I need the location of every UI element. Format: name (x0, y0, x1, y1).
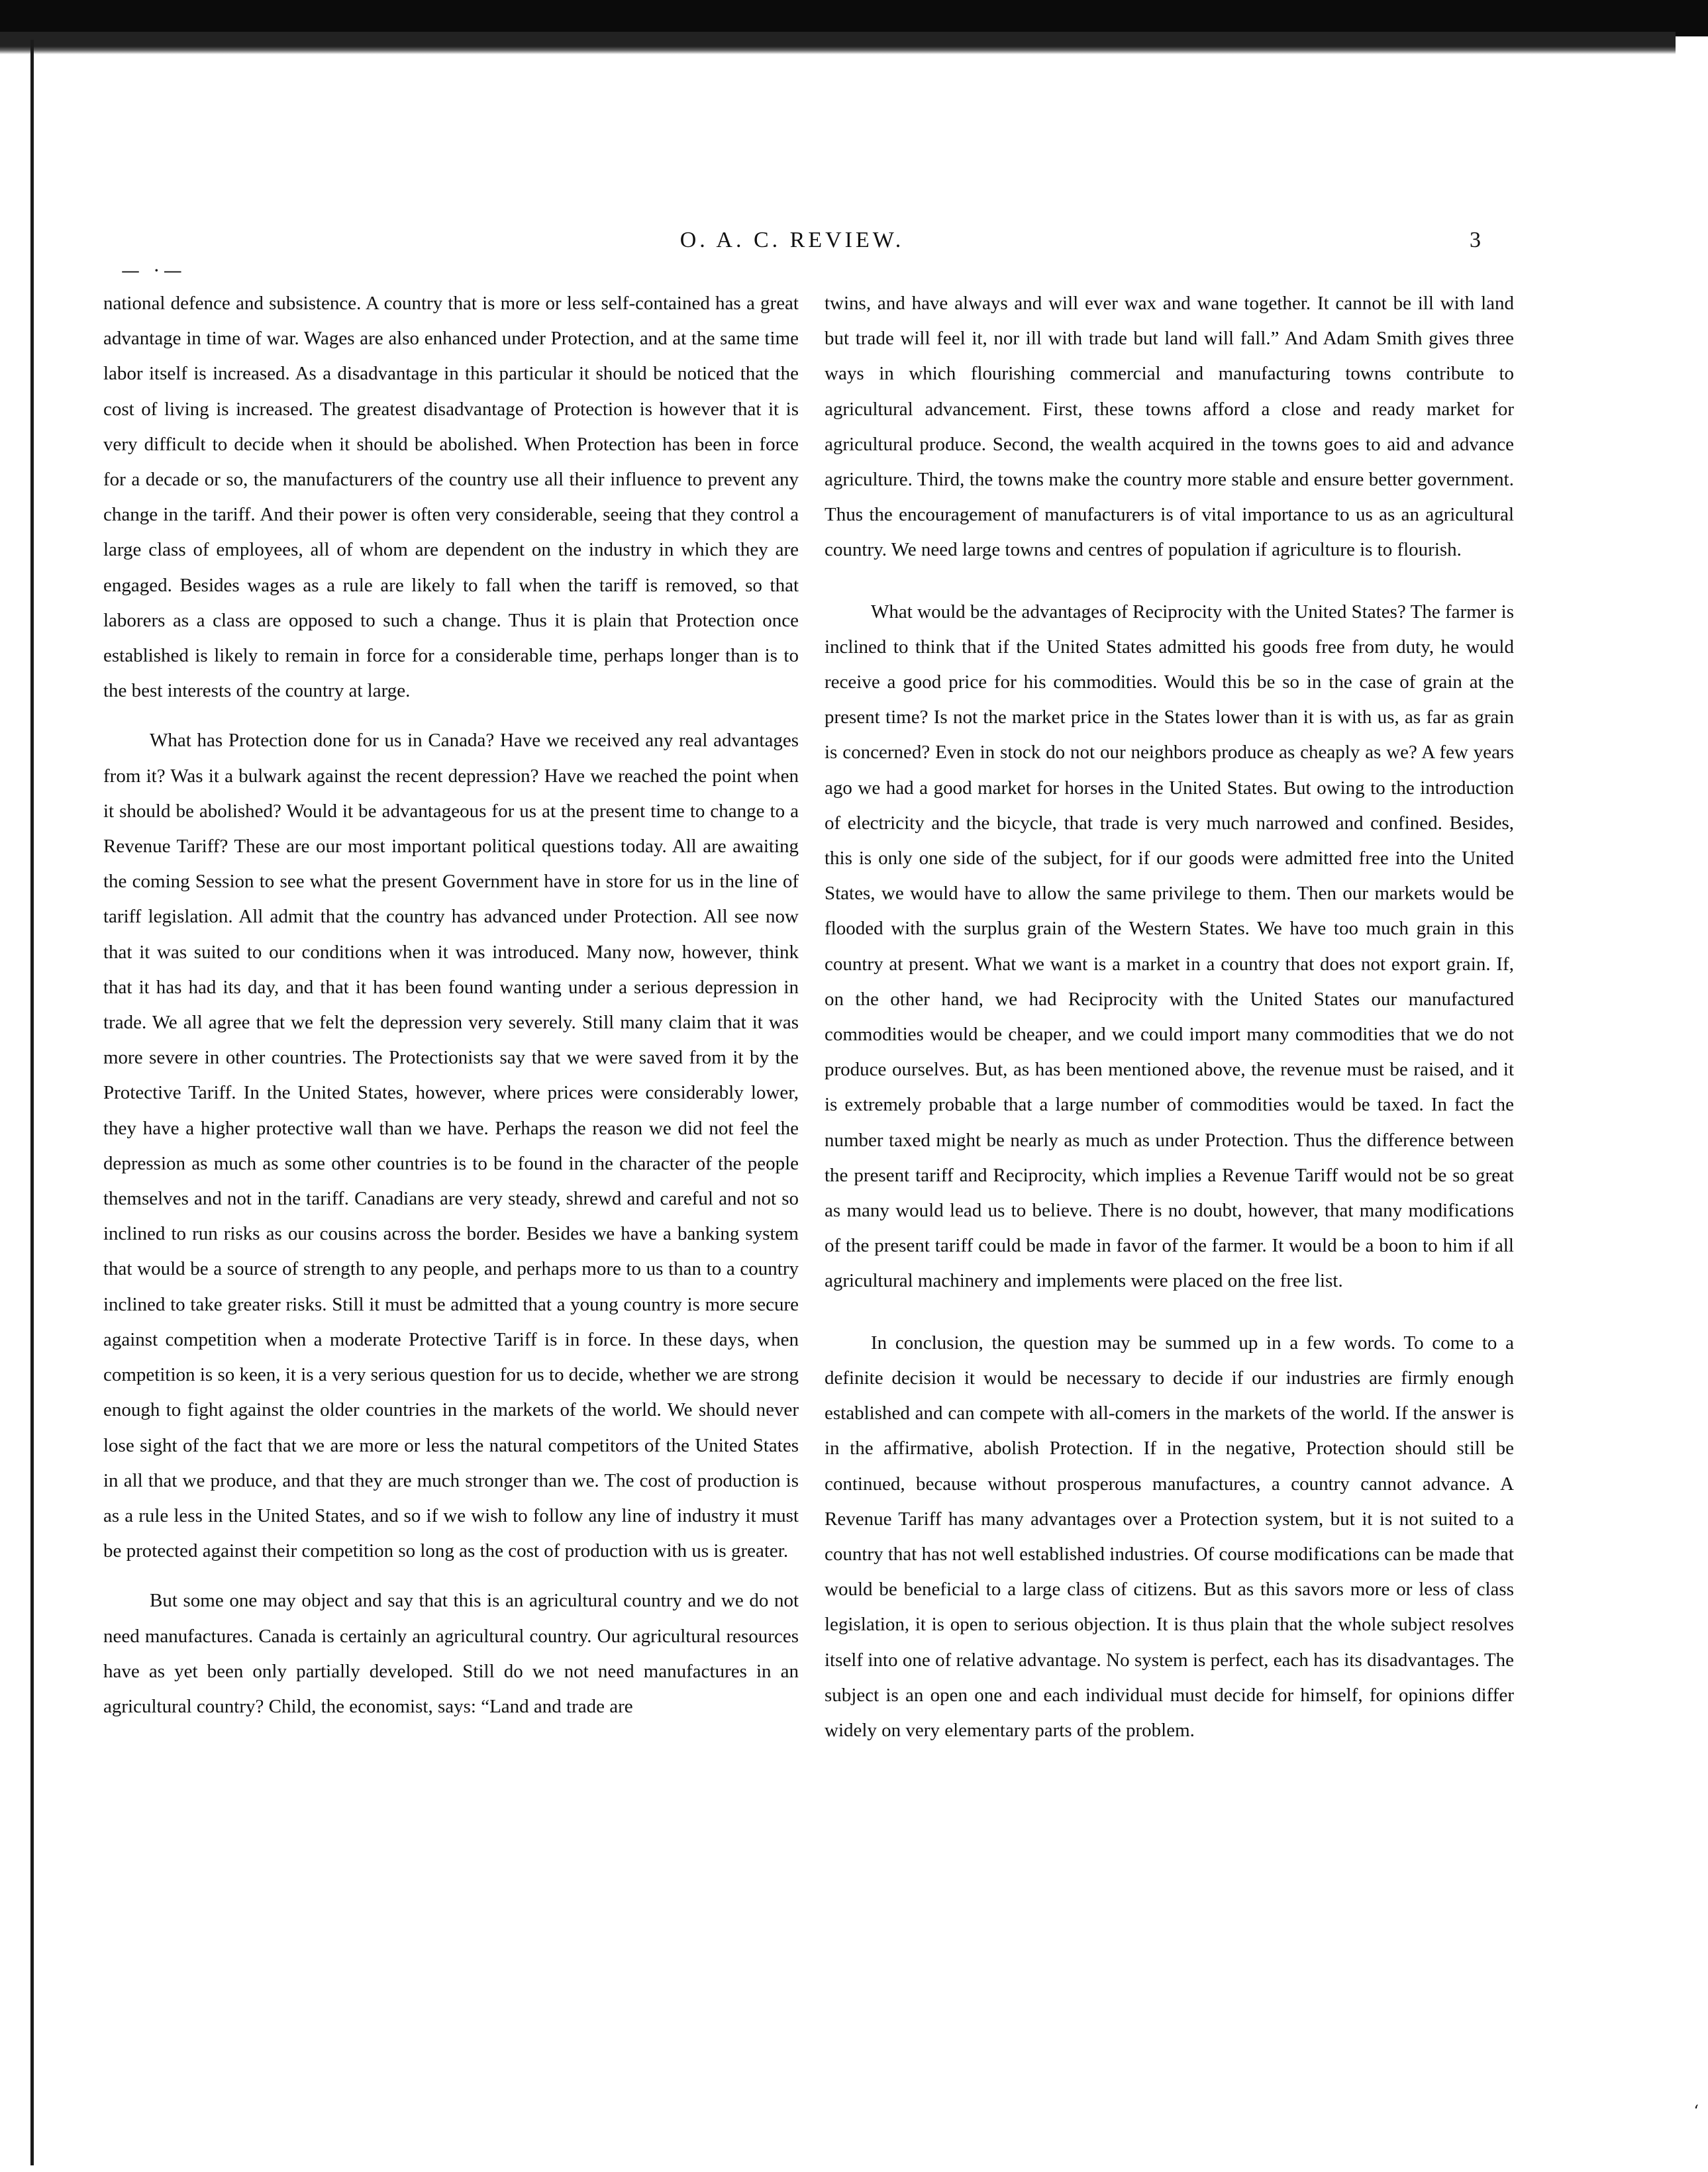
paragraph-right-2: What would be the advantages of Reciprocity with the United States? The farmer is inclined to think that if the United States admitted his goods free from duty, he would receive a good price for his commodities. Would this be so in the case of grain at the present time? Is not the market price in the States lower than it is with us, as far as grain is concerned? Even in stock do not our neighbors produce as cheaply as we? A few years ago we had a good market for horses in the United States. But owing to the introduction of electricity and the bicycle, that trade is very much narrowed and confined. Besides, this is only one side of the subject, for if our goods were admitted free into the United States, we would have to allow the same privilege to them. Then our markets would be flooded with the surplus grain of the Western States. We have too much grain in this country at present. What we want is a market in a country that does not export grain. If, on the other hand, we had Reciprocity with the United States our manufactured commodities would be cheaper, and we could import many commodities that we do not produce ourselves. But, as has been mentioned above, the revenue must be raised, and it is extremely probable that a large number of commodities would be taxed. In fact the number taxed might be nearly as much as under Protection. Thus the difference between the present tariff and Reciprocity, which implies a Revenue Tariff would not be so great as many would lead us to believe. There is no doubt, however, that many modifications of the present tariff could be made in favor of the farmer. It would be a boon to him if all agricultural machinery and implements were placed on the free list. (825, 601, 1514, 1292)
scan-top-border-notch (1675, 0, 1708, 36)
paragraph-left-2: What has Protection done for us in Canada? Have we received any real advantages from it? Was it a bulwark against the recent depression? Have we reached the point when it should be abolished? Would it be advantageous for us at the present time to change to a Revenue Tariff? These are our most important political questions today. All are awaiting the coming Session to see what the present Government have in store for us in the line of tariff legislation. All admit that the country has advanced under Protection. All see now that it was suited to our conditions when it was introduced. Many now, however, think that it has had its day, and that it has been found wanting under a serious depression in trade. We all agree that we felt the depression very severely. Still many claim that it was more severe in other countries. The Protectionists say that we were saved from it by the Protective Tariff. In the United States, however, where prices were considerably lower, they have a higher protective wall than we have. Perhaps the reason we did not feel the depression as much as some other countries is to be found in the character of the people themselves and not in the tariff. Canadians are very steady, shrewd and careful and not so inclined to run risks as our cousins across the border. Besides we have a banking system that would be a source of strength to any people, and perhaps more to us than to a country inclined to take greater risks. Still it must be admitted that a young country is more secure against competition when a moderate Protective Tariff is in force. In these days, when competition is so keen, it is a very serious question for us to decide, whether we are strong enough to fight against the older countries in the markets of the world. We should never lose sight of the fact that we are more or less the natural competitors of the United States in all that we produce, and that they are much stronger than we. The cost of production is as a rule less in the United States, and so if we wish to follow any line of industry it must be protected against their competition so long as the cost of production with us is greater. (103, 730, 799, 1562)
running-title: O. A. C. REVIEW. (679, 228, 905, 252)
scan-left-margin-rule (30, 40, 34, 2165)
paragraph-left-1: national defence and subsistence. A country that is more or less self-contained has a great advantage in time of war. Wages are also enhanced under Protection, and at the same time labor itself is increased. As a disadvantage in this particular it should be noticed that the cost of living is increased. The greatest disadvantage of Protection is however that it is very difficult to decide when it should be abolished. When Protection has been in force for a decade or so, the manufacturers of the country use all their influence to prevent any change in the tariff. And their power is often very considerable, seeing that they control a large class of employees, all of whom are dependent on the industry in which they are engaged. Besides wages as a rule are likely to fall when the tariff is removed, so that laborers as a class are opposed to such a change. Thus it is plain that Protection once established is likely to remain in force for a considerable time, perhaps longer than is to the best interests of the country at large. (103, 293, 799, 702)
left-column (103, 286, 799, 1724)
scan-speck: ‘ (1693, 2102, 1699, 2120)
paragraph-left-3: But some one may object and say that this is an agricultural country and we do not need manufactures. Canada is certainly an agricultural country. Our agricultural resources have as yet been only partially developed. Still do we not need manufactures in an agricultural country? Child, the economist, says: “Land and trade are (103, 1590, 799, 1717)
paragraph-right-3: In conclusion, the question may be summed up in a few words. To come to a definite decision it would be necessary to decide if our industries are firmly enough established and can compete with all-comers in the markets of the world. If the answer is in the affirmative, abolish Protection. If in the negative, Protection should still be continued, because without prosperous manufactures, a country cannot advance. A Revenue Tariff has many advantages over a Protection system, but it is not suited to a country that has not well established industries. Of course modifications can be made that would be beneficial to a large class of citizens. But as this savors more or less of class legislation, it is open to serious objection. It is thus plain that the whole subject resolves itself into one of relative advantage. No system is perfect, each has its disadvantages. The subject is an open one and each individual must decide for himself, for opinions differ widely on very elementary parts of the problem. (825, 1332, 1514, 1741)
page-header (103, 228, 1481, 268)
right-column (825, 286, 1514, 1748)
corner-mark: — ·— (121, 260, 186, 281)
scan-top-border (0, 0, 1708, 32)
scan-top-rule (0, 32, 1676, 54)
paragraph-right-1: twins, and have always and will ever wax and wane together. It cannot be ill with land but trade will feel it, nor ill with trade but land will fall.” And Adam Smith gives three ways in which flourishing commercial and manufacturing towns contribute to agricultural advancement. First, these towns afford a close and ready market for agricultural produce. Second, the wealth acquired in the towns goes to aid and advance agriculture. Third, the towns make the country more stable and ensure better government. Thus the encouragement of manufacturers is of vital importance to us as an agricultural country. We need large towns and centres of population if agriculture is to flourish. (825, 293, 1514, 561)
page-number: 3 (1470, 228, 1481, 252)
